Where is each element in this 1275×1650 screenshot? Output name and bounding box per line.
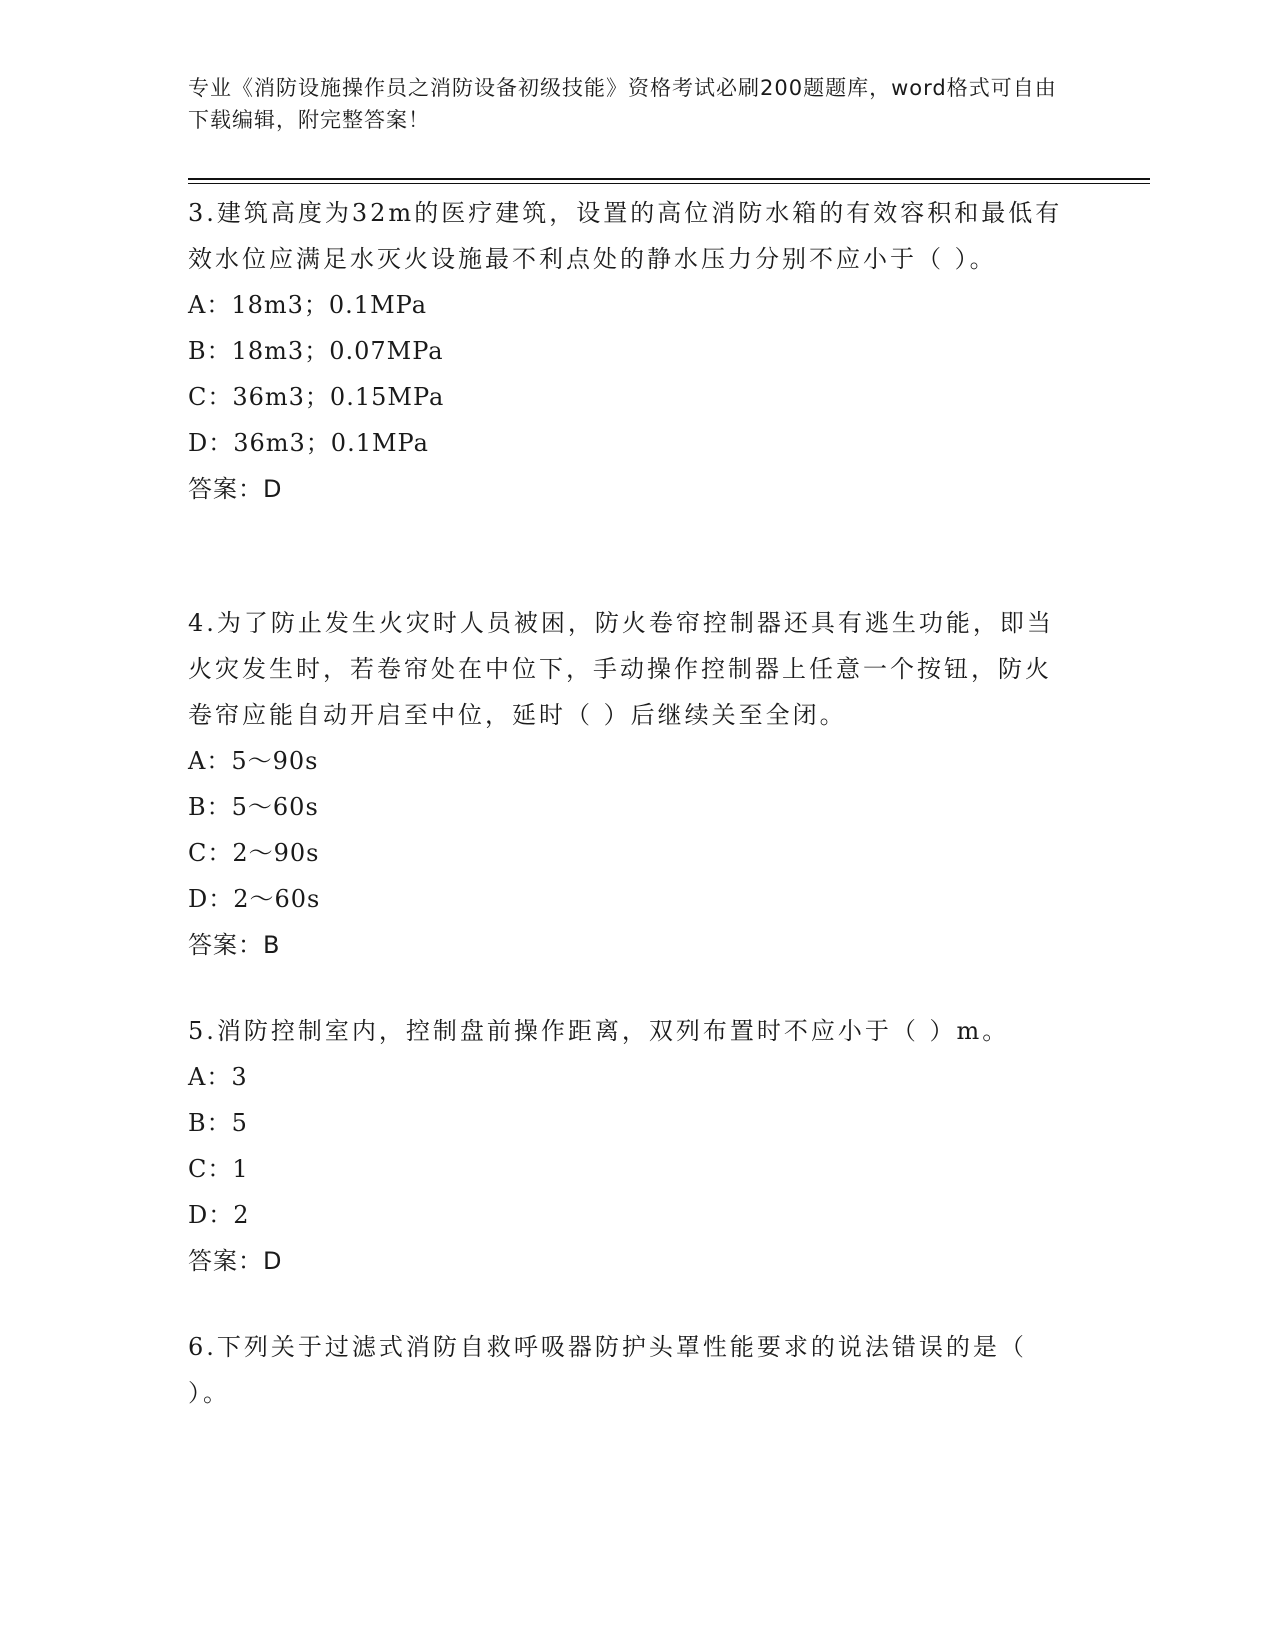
question-3 [188,190,1068,512]
option-b: B：18m3；0.07MPa [188,337,444,365]
answer-line: 答案：D [188,1247,283,1275]
option-c: C：36m3；0.15MPa [188,383,445,411]
option-d: D：36m3；0.1MPa [188,429,429,457]
header-rule-thick [188,178,1150,180]
question-stem: 5.消防控制室内，控制盘前操作距离，双列布置时不应小于（ ）m。 [188,1017,1010,1045]
answer-line: 答案：D [188,475,283,503]
document-header: 专业《消防设施操作员之消防设备初级技能》资格考试必刷200题题库，word格式可自由下载编辑，附完整答案！ [188,76,1057,132]
option-d: D：2 [188,1201,250,1229]
option-b: B：5～60s [188,793,319,821]
option-a: A：5～90s [188,747,319,775]
option-c: C：1 [188,1155,249,1183]
option-b: B：5 [188,1109,248,1137]
option-c: C：2～90s [188,839,320,867]
option-d: D：2～60s [188,885,321,913]
question-4 [188,600,1068,968]
option-a: A：3 [188,1063,248,1091]
header-rule-thin [188,183,1150,184]
question-stem: 6.下列关于过滤式消防自救呼吸器防护头罩性能要求的说法错误的是（ ）。 [188,1333,1027,1407]
question-stem: 4.为了防止发生火灾时人员被困，防火卷帘控制器还具有逃生功能，即当火灾发生时，若卷帘处在中位下，手动操作控制器上任意一个按钮，防火卷帘应能自动开启至中位，延时（ ）后继续关至全闭。 [188,609,1054,729]
question-stem: 3.建筑高度为32m的医疗建筑，设置的高位消防水箱的有效容积和最低有效水位应满足水灭火设施最不利点处的静水压力分别不应小于（ ）。 [188,199,1063,273]
question-5 [188,1008,1068,1284]
question-6 [188,1324,1068,1416]
answer-line: 答案：B [188,931,281,959]
option-a: A：18m3；0.1MPa [188,291,428,319]
